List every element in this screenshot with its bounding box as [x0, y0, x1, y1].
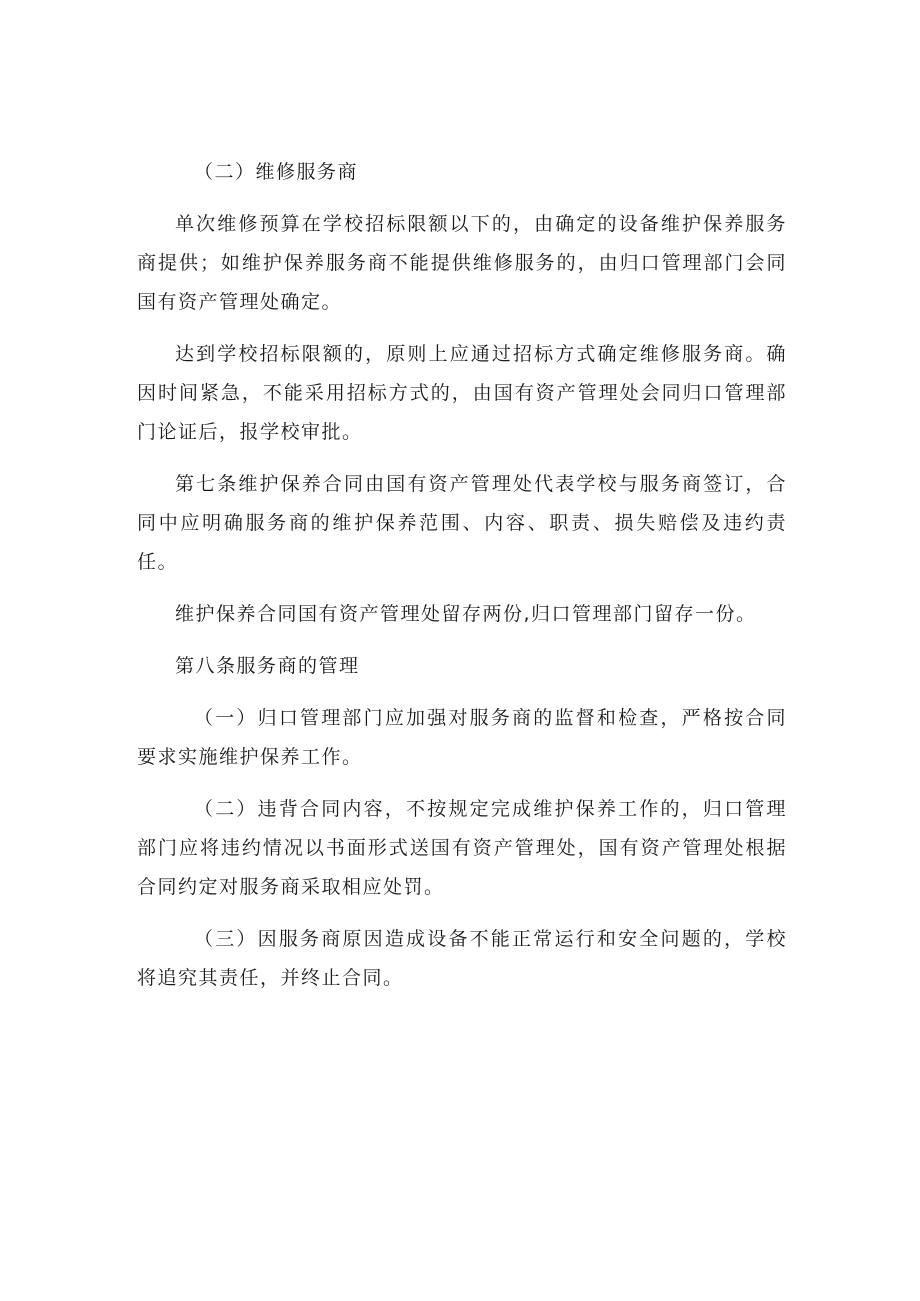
document-body	[137, 153, 787, 1011]
article-eight-heading: 第八条服务商的管理	[175, 655, 360, 677]
clause-two: （二）违背合同内容，不按规定完成维护保养工作的，归口管理部门应将违约情况以书面形式送国有资产管理处，国有资产管理处根据合同约定对服务商采取相应处罚。	[137, 798, 787, 898]
clause-one: （一）归口管理部门应加强对服务商的监督和检查，严格按合同要求实施维护保养工作。	[137, 707, 787, 768]
clause-three: （三）因服务商原因造成设备不能正常运行和安全问题的，学校将追究其责任，并终止合同。	[137, 928, 787, 989]
paragraph-contract-copies: 维护保养合同国有资产管理处留存两份,归口管理部门留存一份。	[175, 603, 757, 625]
paragraph-reach-limit: 达到学校招标限额的，原则上应通过招标方式确定维修服务商。确因时间紧急，不能采用招标方式的，由国有资产管理处会同归口管理部门论证后，报学校审批。	[137, 343, 787, 443]
paragraph-below-limit: 单次维修预算在学校招标限额以下的，由确定的设备维护保养服务商提供；如维护保养服务商不能提供维修服务的，由归口管理部门会同国有资产管理处确定。	[137, 213, 787, 313]
article-seven: 第七条维护保养合同由国有资产管理处代表学校与服务商签订，合同中应明确服务商的维护保养范围、内容、职责、损失赔偿及违约责任。	[137, 473, 787, 573]
heading-maintenance-service-provider: （二）维修服务商	[194, 161, 359, 183]
